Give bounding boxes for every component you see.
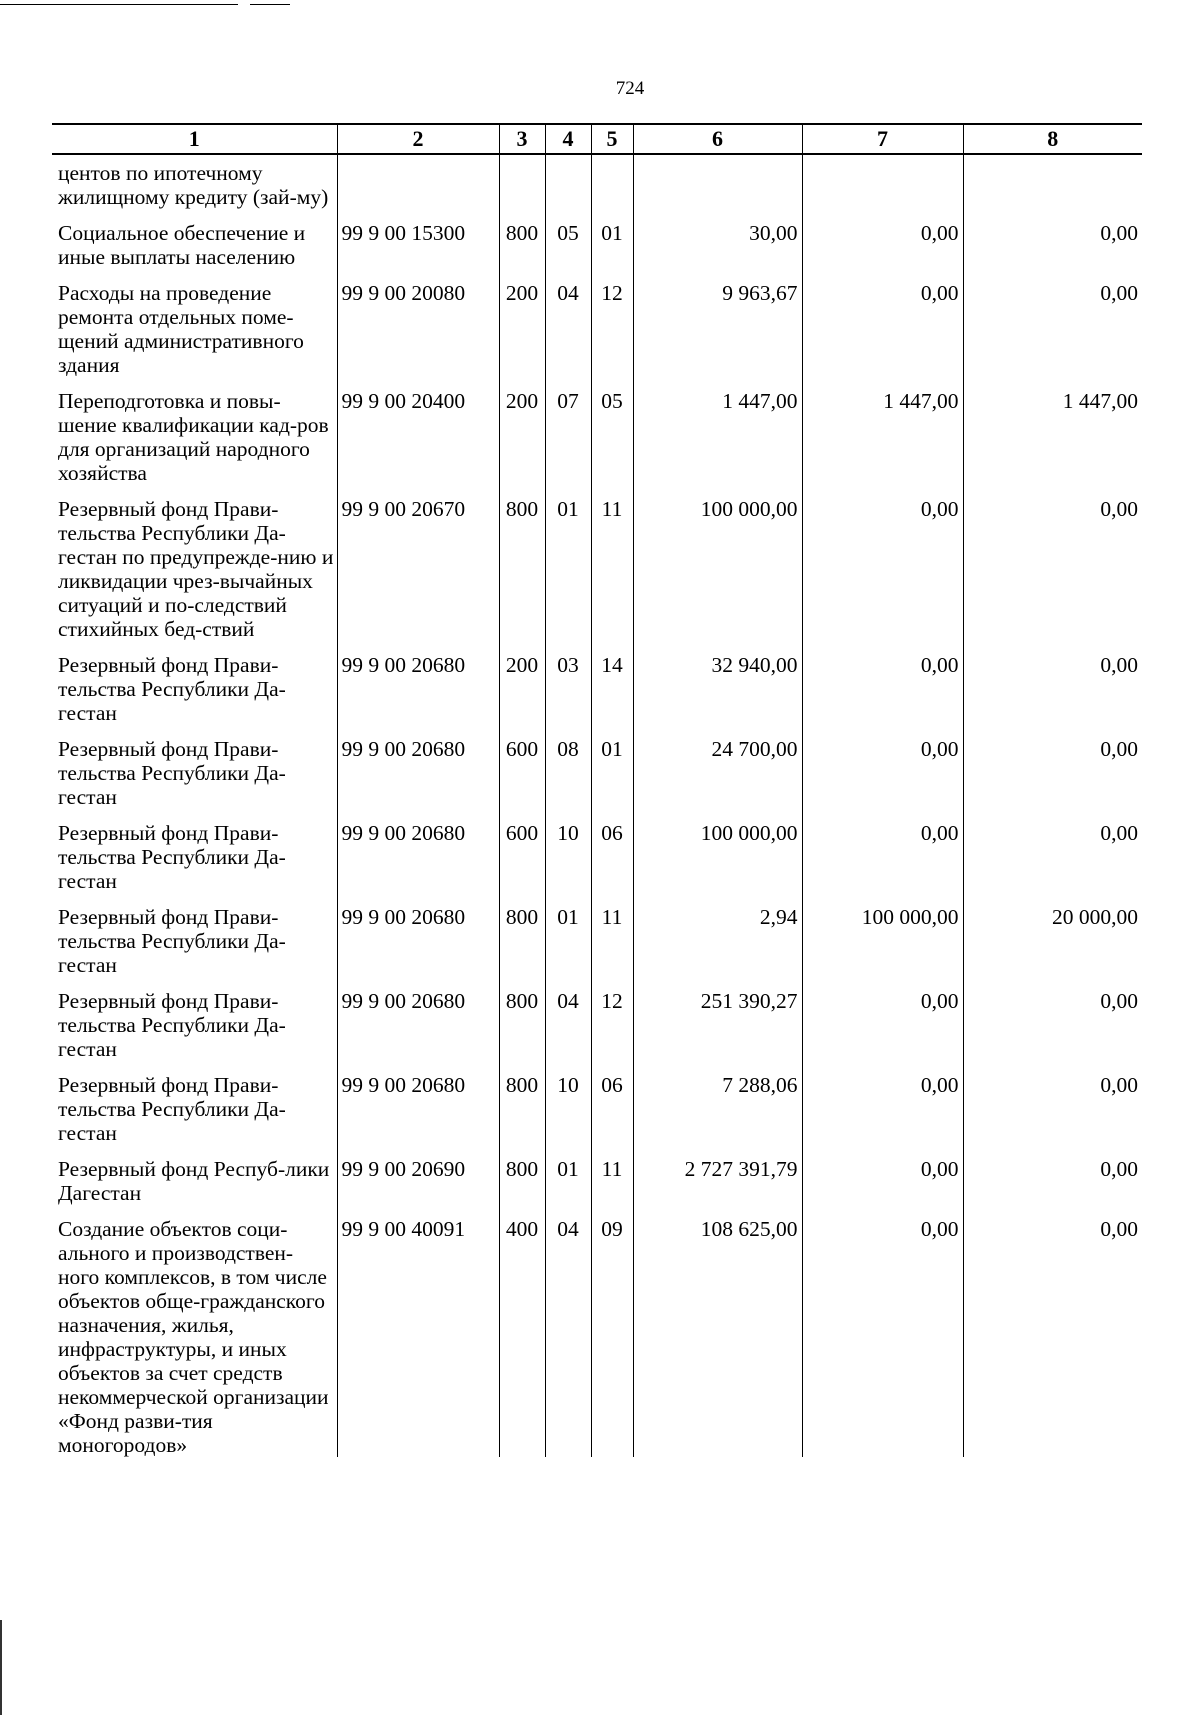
row-col4: 01 bbox=[545, 903, 591, 987]
row-code: 99 9 00 20680 bbox=[337, 651, 499, 735]
row-col5: 12 bbox=[591, 987, 633, 1071]
row-col7: 0,00 bbox=[802, 495, 963, 651]
table-row bbox=[52, 819, 1142, 903]
row-code: 99 9 00 20080 bbox=[337, 279, 499, 387]
top-rule-short bbox=[250, 4, 290, 5]
row-col8: 0,00 bbox=[963, 1215, 1142, 1457]
table-row bbox=[52, 219, 1142, 279]
row-col3: 200 bbox=[499, 651, 545, 735]
top-rule bbox=[0, 4, 238, 5]
row-name: Переподготовка и повы-шение квалификации кад-ров для организаций народного хозяйства bbox=[58, 389, 329, 485]
row-col7: 100 000,00 bbox=[802, 903, 963, 987]
table-row bbox=[52, 1215, 1142, 1457]
row-col6: 2 727 391,79 bbox=[633, 1155, 802, 1215]
row-code: 99 9 00 15300 bbox=[337, 219, 499, 279]
row-col4: 04 bbox=[545, 279, 591, 387]
row-code: 99 9 00 20680 bbox=[337, 987, 499, 1071]
row-col6: 9 963,67 bbox=[633, 279, 802, 387]
column-header: 2 bbox=[337, 124, 499, 154]
row-name: Резервный фонд Респуб-лики Дагестан bbox=[58, 1157, 330, 1205]
row-col6: 7 288,06 bbox=[633, 1071, 802, 1155]
row-col3: 400 bbox=[499, 1215, 545, 1457]
row-col6: 24 700,00 bbox=[633, 735, 802, 819]
row-col6: 100 000,00 bbox=[633, 819, 802, 903]
row-col3 bbox=[499, 154, 545, 219]
row-col7: 0,00 bbox=[802, 1215, 963, 1457]
table-row bbox=[52, 987, 1142, 1071]
row-col5: 11 bbox=[591, 903, 633, 987]
row-name: Резервный фонд Прави-тельства Республики Да-гестан по предупрежде-нию и ликвидации чрез-вычайных ситуаций и по-следствий стихийных бед-ствий bbox=[58, 497, 334, 641]
row-col4: 05 bbox=[545, 219, 591, 279]
row-col4: 03 bbox=[545, 651, 591, 735]
row-code bbox=[337, 154, 499, 219]
row-col6: 32 940,00 bbox=[633, 651, 802, 735]
row-col6 bbox=[633, 154, 802, 219]
table-row bbox=[52, 651, 1142, 735]
row-col8: 20 000,00 bbox=[963, 903, 1142, 987]
row-col8: 0,00 bbox=[963, 1071, 1142, 1155]
row-col4: 01 bbox=[545, 495, 591, 651]
row-col3: 800 bbox=[499, 903, 545, 987]
row-col3: 200 bbox=[499, 279, 545, 387]
row-col7 bbox=[802, 154, 963, 219]
row-col3: 800 bbox=[499, 987, 545, 1071]
row-col3: 800 bbox=[499, 219, 545, 279]
scan-edge bbox=[0, 1620, 2, 1715]
row-name: центов по ипотечному жилищному кредиту (зай-му) bbox=[58, 161, 329, 209]
row-col4: 07 bbox=[545, 387, 591, 495]
column-header: 5 bbox=[591, 124, 633, 154]
row-col6: 100 000,00 bbox=[633, 495, 802, 651]
row-code: 99 9 00 40091 bbox=[337, 1215, 499, 1457]
row-col5: 05 bbox=[591, 387, 633, 495]
row-col5: 06 bbox=[591, 1071, 633, 1155]
table-row bbox=[52, 735, 1142, 819]
column-header: 1 bbox=[52, 124, 337, 154]
row-col8: 0,00 bbox=[963, 495, 1142, 651]
row-col6: 108 625,00 bbox=[633, 1215, 802, 1457]
column-header: 6 bbox=[633, 124, 802, 154]
row-name: Резервный фонд Прави-тельства Республики Да-гестан bbox=[58, 905, 286, 977]
column-header: 7 bbox=[802, 124, 963, 154]
row-code: 99 9 00 20680 bbox=[337, 735, 499, 819]
table-row bbox=[52, 903, 1142, 987]
row-col5: 14 bbox=[591, 651, 633, 735]
row-col8: 0,00 bbox=[963, 1155, 1142, 1215]
row-col3: 200 bbox=[499, 387, 545, 495]
row-col7: 0,00 bbox=[802, 1155, 963, 1215]
row-col5: 01 bbox=[591, 219, 633, 279]
row-col8: 0,00 bbox=[963, 819, 1142, 903]
row-col3: 600 bbox=[499, 735, 545, 819]
row-name: Резервный фонд Прави-тельства Республики Да-гестан bbox=[58, 653, 286, 725]
row-col7: 0,00 bbox=[802, 735, 963, 819]
row-name: Социальное обеспечение и иные выплаты населению bbox=[58, 221, 306, 269]
row-col3: 600 bbox=[499, 819, 545, 903]
row-code: 99 9 00 20670 bbox=[337, 495, 499, 651]
row-col4: 01 bbox=[545, 1155, 591, 1215]
table-row bbox=[52, 495, 1142, 651]
header-row bbox=[52, 124, 1142, 154]
row-name: Резервный фонд Прави-тельства Республики Да-гестан bbox=[58, 989, 286, 1061]
row-col5: 11 bbox=[591, 1155, 633, 1215]
row-col5: 09 bbox=[591, 1215, 633, 1457]
row-col7: 0,00 bbox=[802, 219, 963, 279]
page-number: 724 bbox=[615, 78, 645, 99]
row-col5: 12 bbox=[591, 279, 633, 387]
row-col6: 2,94 bbox=[633, 903, 802, 987]
row-col5: 06 bbox=[591, 819, 633, 903]
row-col4: 10 bbox=[545, 1071, 591, 1155]
column-header: 4 bbox=[545, 124, 591, 154]
row-col7: 0,00 bbox=[802, 279, 963, 387]
row-col4 bbox=[545, 154, 591, 219]
row-code: 99 9 00 20690 bbox=[337, 1155, 499, 1215]
column-header: 8 bbox=[963, 124, 1142, 154]
budget-table bbox=[52, 123, 1142, 1457]
row-code: 99 9 00 20680 bbox=[337, 1071, 499, 1155]
row-col4: 08 bbox=[545, 735, 591, 819]
row-code: 99 9 00 20680 bbox=[337, 903, 499, 987]
column-header: 3 bbox=[499, 124, 545, 154]
row-code: 99 9 00 20680 bbox=[337, 819, 499, 903]
row-col4: 04 bbox=[545, 987, 591, 1071]
row-col7: 0,00 bbox=[802, 651, 963, 735]
row-col4: 10 bbox=[545, 819, 591, 903]
table-row bbox=[52, 1155, 1142, 1215]
row-col7: 0,00 bbox=[802, 819, 963, 903]
table-row bbox=[52, 1071, 1142, 1155]
row-col8: 0,00 bbox=[963, 279, 1142, 387]
row-col3: 800 bbox=[499, 1155, 545, 1215]
row-col8: 0,00 bbox=[963, 651, 1142, 735]
row-col8: 0,00 bbox=[963, 219, 1142, 279]
row-col8: 0,00 bbox=[963, 987, 1142, 1071]
row-col8 bbox=[963, 154, 1142, 219]
row-col5 bbox=[591, 154, 633, 219]
row-col4: 04 bbox=[545, 1215, 591, 1457]
row-name: Резервный фонд Прави-тельства Республики Да-гестан bbox=[58, 821, 286, 893]
row-name: Резервный фонд Прави-тельства Республики Да-гестан bbox=[58, 737, 286, 809]
table-row bbox=[52, 387, 1142, 495]
row-col3: 800 bbox=[499, 495, 545, 651]
row-col6: 30,00 bbox=[633, 219, 802, 279]
row-name: Расходы на проведение ремонта отдельных поме-щений административного здания bbox=[58, 281, 304, 377]
table-row bbox=[52, 154, 1142, 219]
row-col5: 11 bbox=[591, 495, 633, 651]
row-col3: 800 bbox=[499, 1071, 545, 1155]
row-col7: 0,00 bbox=[802, 987, 963, 1071]
row-col7: 0,00 bbox=[802, 1071, 963, 1155]
row-code: 99 9 00 20400 bbox=[337, 387, 499, 495]
row-col6: 1 447,00 bbox=[633, 387, 802, 495]
row-col8: 1 447,00 bbox=[963, 387, 1142, 495]
table-row bbox=[52, 279, 1142, 387]
row-name: Резервный фонд Прави-тельства Республики Да-гестан bbox=[58, 1073, 286, 1145]
row-col8: 0,00 bbox=[963, 735, 1142, 819]
row-col7: 1 447,00 bbox=[802, 387, 963, 495]
row-col6: 251 390,27 bbox=[633, 987, 802, 1071]
row-col5: 01 bbox=[591, 735, 633, 819]
row-name: Создание объектов соци-ального и производствен-ного комплексов, в том числе объектов обще-гражданского назначения, жилья, инфраструктуры, и иных объектов за счет средств некоммерческой организации «Фонд разви-тия моногородов» bbox=[58, 1217, 329, 1457]
